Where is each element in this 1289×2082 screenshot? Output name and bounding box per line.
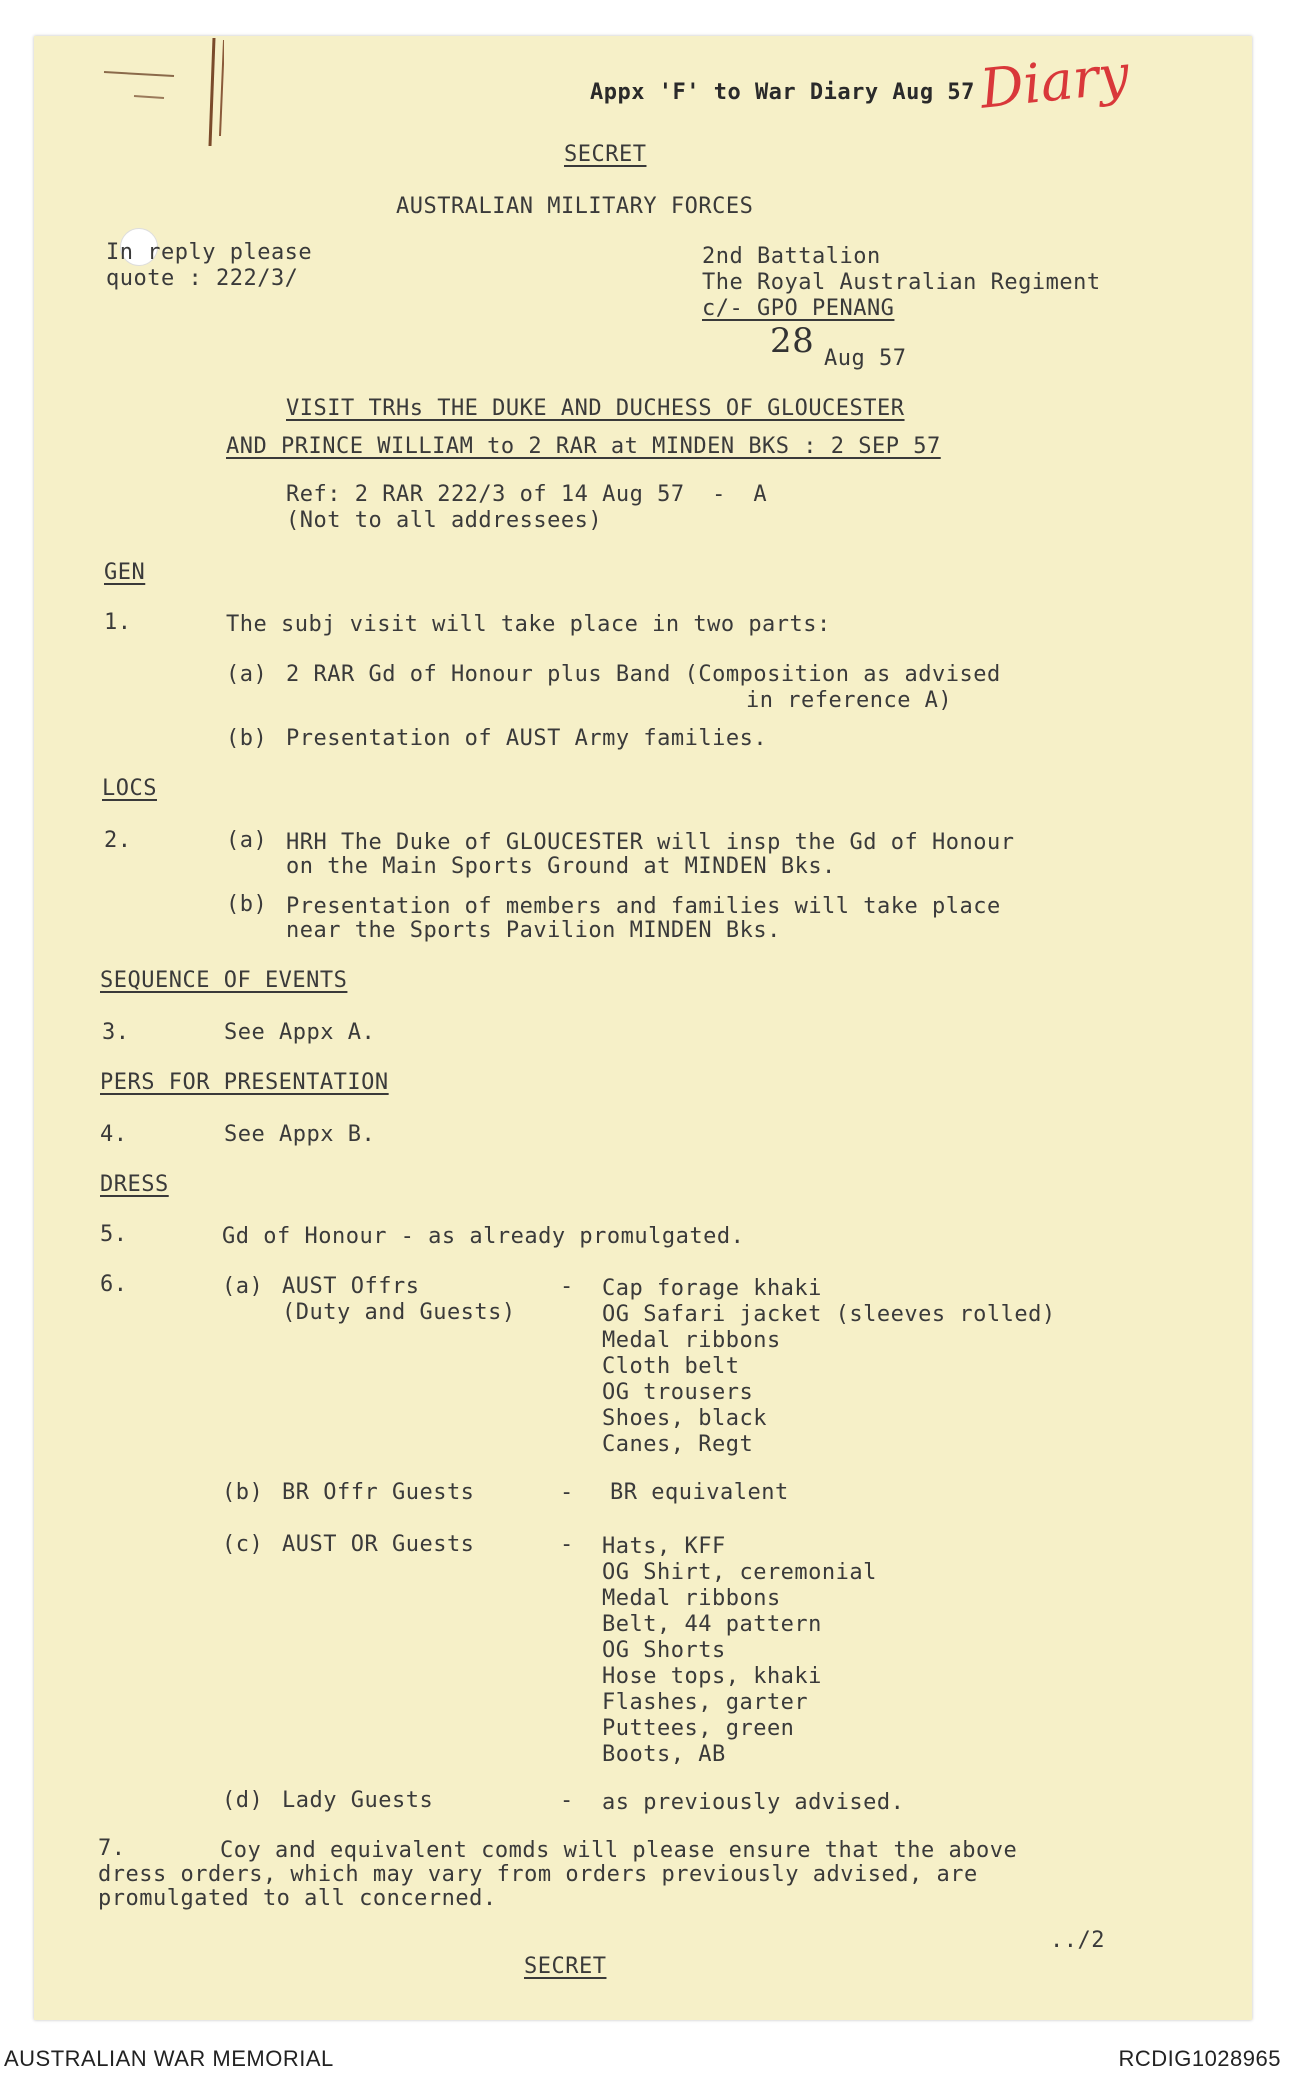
organisation-title: AUSTRALIAN MILITARY FORCES [396, 194, 754, 219]
para-7-number: 7. [98, 1836, 126, 1861]
appx-reference: Appx 'F' to War Diary Aug 57 [590, 80, 975, 105]
document-page [34, 36, 1252, 2020]
section-heading-pers: PERS FOR PRESENTATION [100, 1070, 389, 1095]
unit-line-3: c/- GPO PENANG [702, 296, 895, 321]
dress-item: OG Shirt, ceremonial [602, 1560, 877, 1585]
para-6c-who: AUST OR Guests [282, 1532, 475, 1557]
dress-item: Cap forage khaki [602, 1276, 822, 1301]
para-6d-who: Lady Guests [282, 1788, 434, 1813]
footer-id: RCDIG1028965 [1118, 2046, 1281, 2071]
para-6d-label: (d) [222, 1788, 264, 1813]
para-1-text: The subj visit will take place in two parts: [226, 612, 831, 637]
para-1a-line-1: 2 RAR Gd of Honour plus Band (Composition as advised [286, 662, 1001, 687]
para-1b-line-1: Presentation of AUST Army families. [286, 726, 768, 751]
ref-line-2: (Not to all addressees) [286, 508, 603, 533]
dress-item: Puttees, green [602, 1716, 795, 1741]
para-6a-who-1: AUST Offrs [282, 1274, 420, 1299]
para-6a-who-2: (Duty and Guests) [282, 1300, 516, 1325]
para-1a-label: (a) [226, 662, 268, 687]
section-heading-sequence: SEQUENCE OF EVENTS [100, 968, 348, 993]
para-6c-label: (c) [222, 1532, 264, 1557]
para-6b-dash: - [560, 1480, 574, 1505]
para-7-line-3: promulgated to all concerned. [98, 1886, 497, 1911]
para-4-text: See Appx B. [224, 1122, 376, 1147]
dress-item: Hats, KFF [602, 1534, 726, 1559]
subject-line-2: AND PRINCE WILLIAM to 2 RAR at MINDEN BKS : 2 SEP 57 [226, 434, 941, 459]
para-1-number: 1. [104, 610, 132, 635]
para-1a-line-2: in reference A) [746, 688, 953, 713]
footer-source: AUSTRALIAN WAR MEMORIAL [4, 2046, 334, 2071]
section-heading-locs: LOCS [102, 776, 157, 801]
staple-marks [64, 36, 224, 166]
dress-item: Flashes, garter [602, 1690, 809, 1715]
unit-line-1: 2nd Battalion [702, 244, 881, 269]
handwritten-annotation: Diary [977, 42, 1132, 121]
date-month-year: Aug 57 [824, 346, 907, 371]
reply-line-2: quote : 222/3/ [106, 266, 299, 291]
para-6d-dash: - [560, 1788, 574, 1813]
para-6a-label: (a) [222, 1274, 264, 1299]
para-2b-line-1: Presentation of members and families will take place [286, 894, 1001, 919]
dress-item: Medal ribbons [602, 1586, 781, 1611]
dress-item: OG trousers [602, 1380, 754, 1405]
unit-line-2: The Royal Australian Regiment [702, 270, 1101, 295]
dress-item: OG Shorts [602, 1638, 726, 1663]
para-2-number: 2. [104, 828, 132, 853]
reply-line-1: In reply please [106, 240, 313, 265]
para-2a-line-2: on the Main Sports Ground at MINDEN Bks. [286, 854, 836, 879]
para-3-number: 3. [102, 1020, 130, 1045]
para-2b-label: (b) [226, 892, 268, 917]
para-6d-item: as previously advised. [602, 1790, 905, 1815]
para-6b-label: (b) [222, 1480, 264, 1505]
dress-item: Medal ribbons [602, 1328, 781, 1353]
para-5-text: Gd of Honour - as already promulgated. [222, 1224, 745, 1249]
dress-item: Cloth belt [602, 1354, 740, 1379]
para-2a-line-1: HRH The Duke of GLOUCESTER will insp the Gd of Honour [286, 830, 1015, 855]
section-heading-dress: DRESS [100, 1172, 169, 1197]
dress-item: OG Safari jacket (sleeves rolled) [602, 1302, 1056, 1327]
dress-item: Belt, 44 pattern [602, 1612, 822, 1637]
secret-marking-top: SECRET [564, 142, 647, 167]
para-4-number: 4. [100, 1122, 128, 1147]
para-2b-line-2: near the Sports Pavilion MINDEN Bks. [286, 918, 781, 943]
ref-line-1: Ref: 2 RAR 222/3 of 14 Aug 57 - A [286, 482, 768, 507]
para-1b-label: (b) [226, 726, 268, 751]
para-7-line-2: dress orders, which may vary from orders previously advised, are [98, 1862, 978, 1887]
dress-item: Hose tops, khaki [602, 1664, 822, 1689]
dress-item: Boots, AB [602, 1742, 726, 1767]
page-continuation: ../2 [1050, 1928, 1105, 1953]
subject-line-1: VISIT TRHs THE DUKE AND DUCHESS OF GLOUCESTER [286, 396, 905, 421]
para-6c-dash: - [560, 1532, 574, 1557]
para-6b-item: BR equivalent [610, 1480, 789, 1505]
para-6-number: 6. [100, 1272, 128, 1297]
para-3-text: See Appx A. [224, 1020, 376, 1045]
date-handwritten-day: 28 [770, 321, 815, 361]
para-5-number: 5. [100, 1222, 128, 1247]
secret-marking-bottom: SECRET [524, 1954, 607, 1979]
dress-item: Shoes, black [602, 1406, 767, 1431]
dress-item: Canes, Regt [602, 1432, 754, 1457]
para-6a-dash: - [560, 1274, 574, 1299]
para-6b-who: BR Offr Guests [282, 1480, 475, 1505]
para-2a-label: (a) [226, 828, 268, 853]
section-heading-gen: GEN [104, 560, 146, 585]
para-7-line-1: Coy and equivalent comds will please ensure that the above [220, 1838, 1018, 1863]
